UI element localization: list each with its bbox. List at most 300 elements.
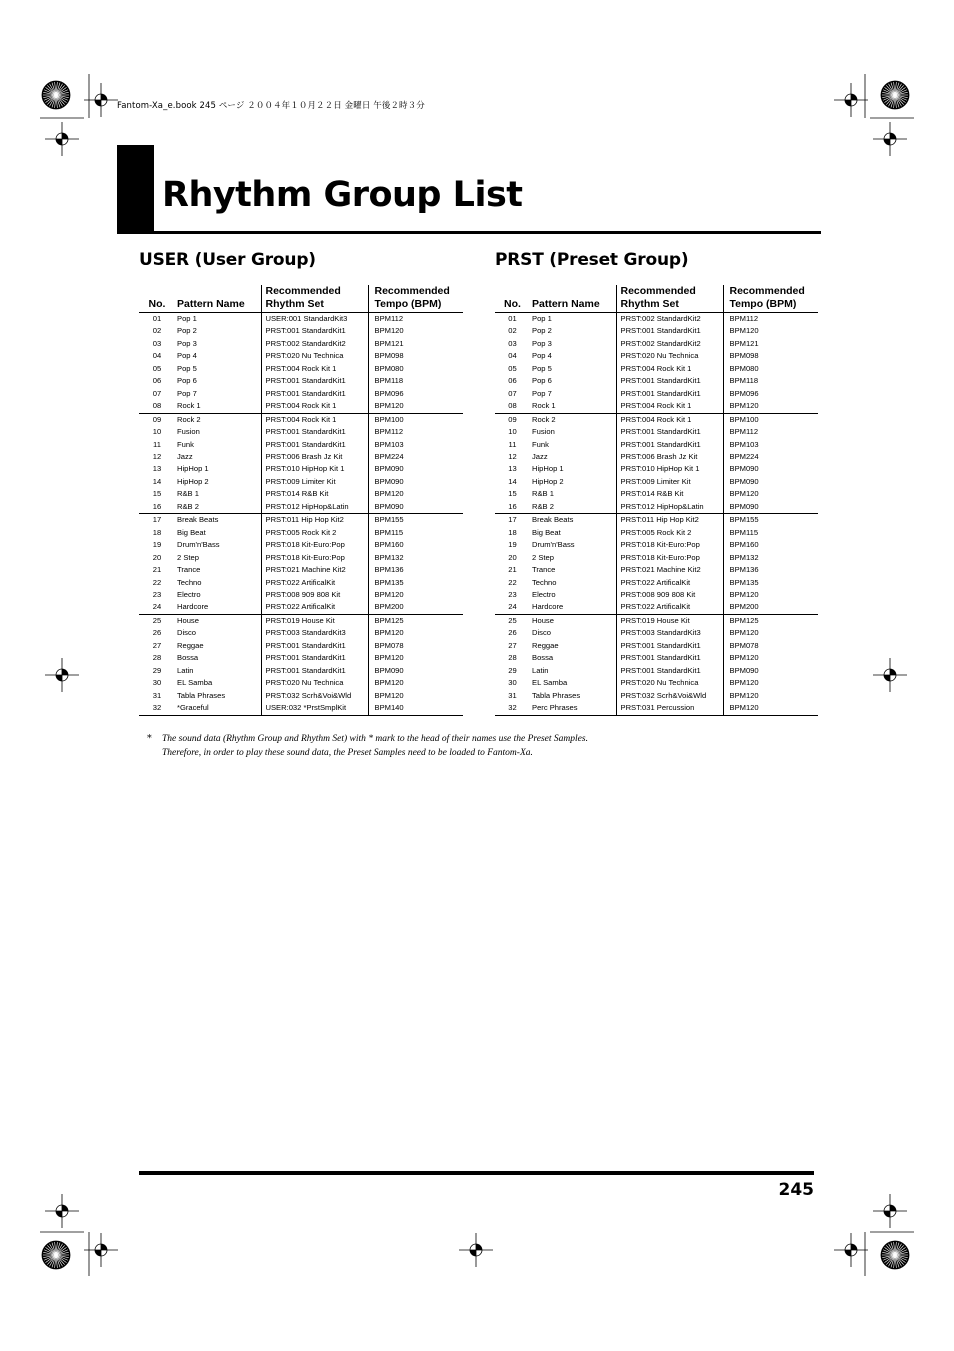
rhythm-set-cell: PRST:006 Brash Jz Kit: [261, 451, 368, 463]
row-number-cell: 28: [508, 653, 517, 663]
row-number-cell: 16: [495, 501, 530, 514]
pattern-name-cell: Rock 2: [532, 414, 556, 424]
tempo-cell: BPM200: [723, 601, 818, 614]
tempo-cell: BPM112: [368, 426, 463, 438]
pattern-name-cell: Pop 3: [532, 338, 552, 348]
pattern-name-cell: Trance: [177, 565, 201, 575]
row-number-cell: 25: [508, 615, 517, 625]
table-row: [139, 400, 463, 413]
tempo-cell: BPM090: [368, 665, 463, 677]
table-row: [495, 564, 818, 576]
rhythm-set-cell: PRST:004 Rock Kit 1: [616, 363, 723, 375]
rhythm-set-cell: USER:001 StandardKit3: [261, 313, 368, 326]
table-row: [139, 501, 463, 514]
pattern-name-cell: HipHop 2: [177, 476, 209, 486]
tempo-cell: BPM098: [368, 350, 463, 362]
pattern-name-cell: Perc Phrases: [530, 702, 616, 715]
tempo-cell: BPM103: [368, 439, 463, 451]
table-row: [495, 476, 818, 488]
pattern-name-cell: *Graceful: [175, 702, 261, 715]
rhythm-set-cell: PRST:022 ArtificalKit: [261, 577, 368, 589]
rhythm-set-cell: PRST:008 909 808 Kit: [261, 589, 368, 601]
col-pattern-header: Pattern Name: [175, 285, 261, 313]
pattern-name-cell: Funk: [532, 439, 549, 449]
row-number-cell: 17: [508, 515, 517, 525]
col-tempo-header: Recommended Tempo (BPM): [723, 285, 818, 313]
rhythm-set-cell: PRST:020 Nu Technica: [261, 677, 368, 689]
rhythm-set-cell: PRST:012 HipHop&Latin: [616, 501, 723, 514]
rhythm-set-cell: USER:032 *PrstSmplKit: [261, 702, 368, 715]
tempo-cell: BPM090: [368, 501, 463, 514]
pattern-name-cell: EL Samba: [532, 678, 568, 688]
table-header-row: [495, 285, 818, 313]
table-row: [139, 463, 463, 475]
tempo-cell: BPM112: [368, 313, 463, 326]
row-number-cell: 22: [508, 577, 517, 587]
tempo-cell: BPM155: [723, 514, 818, 527]
tempo-cell: BPM080: [368, 363, 463, 375]
table-row: [495, 388, 818, 400]
tempo-cell: BPM120: [723, 488, 818, 500]
row-number-cell: 15: [508, 489, 517, 499]
pattern-name-cell: Pop 5: [532, 363, 552, 373]
tempo-cell: BPM140: [368, 702, 463, 715]
pattern-name-cell: Drum'n'Bass: [177, 540, 220, 550]
tempo-cell: BPM090: [723, 463, 818, 475]
pattern-name-cell: Pop 1: [532, 314, 552, 323]
rhythm-set-cell: PRST:022 ArtificalKit: [616, 577, 723, 589]
pattern-name-cell: Pop 6: [177, 376, 197, 386]
table-row: [495, 375, 818, 387]
pattern-name-cell: Break Beats: [177, 515, 219, 525]
rhythm-set-cell: PRST:004 Rock Kit 1: [261, 400, 368, 413]
rhythm-set-cell: PRST:018 Kit-Euro:Pop: [261, 539, 368, 551]
rhythm-set-cell: PRST:001 StandardKit1: [261, 375, 368, 387]
tempo-cell: BPM090: [368, 476, 463, 488]
table-row: [495, 677, 818, 689]
pattern-name-cell: Disco: [177, 628, 196, 638]
table-row: [139, 313, 463, 326]
row-number-cell: 13: [152, 464, 162, 474]
tempo-cell: BPM155: [368, 514, 463, 527]
table-row: [139, 677, 463, 689]
pattern-name-cell: HipHop 1: [532, 464, 564, 474]
pattern-name-cell: Big Beat: [532, 527, 561, 537]
rhythm-set-cell: PRST:020 Nu Technica: [261, 350, 368, 362]
row-number-cell: 32: [139, 702, 175, 715]
table-row: [139, 476, 463, 488]
pattern-name-cell: Hardcore: [530, 601, 616, 614]
pattern-name-cell: Techno: [177, 577, 202, 587]
tempo-cell: BPM120: [368, 652, 463, 664]
table-row: [495, 527, 818, 539]
col-rhythm-set-header: Recommended Rhythm Set: [616, 285, 723, 313]
tempo-cell: BPM121: [723, 338, 818, 350]
rhythm-set-cell: PRST:001 StandardKit1: [261, 388, 368, 400]
rhythm-set-cell: PRST:001 StandardKit1: [616, 375, 723, 387]
pattern-name-cell: Pop 2: [177, 326, 197, 336]
rhythm-set-cell: PRST:001 StandardKit1: [261, 652, 368, 664]
user-group-heading: USER (User Group): [139, 250, 316, 270]
note-mark: *: [147, 733, 152, 744]
pattern-name-cell: Funk: [177, 439, 194, 449]
table-row: [139, 325, 463, 337]
tempo-cell: BPM090: [723, 476, 818, 488]
pattern-name-cell: Reggae: [532, 640, 559, 650]
rhythm-set-cell: PRST:003 StandardKit3: [261, 627, 368, 639]
pattern-name-cell: Tabla Phrases: [532, 690, 581, 700]
row-number-cell: 12: [152, 451, 162, 461]
tempo-cell: BPM120: [723, 677, 818, 689]
row-number-cell: 27: [508, 640, 517, 650]
table-row: [139, 451, 463, 463]
table-row: [139, 652, 463, 664]
rhythm-set-cell: PRST:022 ArtificalKit: [616, 601, 723, 614]
rhythm-set-cell: PRST:001 StandardKit1: [616, 426, 723, 438]
tempo-cell: BPM120: [723, 690, 818, 702]
pattern-name-cell: Break Beats: [532, 515, 574, 525]
rhythm-set-cell: PRST:011 Hip Hop Kit2: [616, 514, 723, 527]
rhythm-set-cell: PRST:019 House Kit: [616, 614, 723, 627]
rhythm-set-cell: PRST:005 Rock Kit 2: [616, 527, 723, 539]
table-row: [139, 350, 463, 362]
tempo-cell: BPM135: [368, 577, 463, 589]
pattern-name-cell: R&B 2: [530, 501, 616, 514]
pattern-name-cell: 2 Step: [532, 552, 554, 562]
table-row: [139, 413, 463, 426]
tempo-cell: BPM100: [723, 413, 818, 426]
tempo-cell: BPM120: [368, 400, 463, 413]
table-row: [495, 463, 818, 475]
row-number-cell: 24: [139, 601, 175, 614]
tempo-cell: BPM135: [723, 577, 818, 589]
rhythm-set-cell: PRST:005 Rock Kit 2: [261, 527, 368, 539]
tempo-cell: BPM118: [368, 375, 463, 387]
rhythm-set-cell: PRST:001 StandardKit1: [261, 325, 368, 337]
tempo-cell: BPM224: [723, 451, 818, 463]
pattern-name-cell: Electro: [177, 589, 201, 599]
col-tempo-header: Recommended Tempo (BPM): [368, 285, 463, 313]
tempo-cell: BPM132: [723, 552, 818, 564]
rhythm-set-cell: PRST:004 Rock Kit 1: [261, 363, 368, 375]
row-number-cell: 10: [508, 427, 517, 437]
row-number-cell: 20: [152, 552, 162, 562]
row-number-cell: 31: [152, 690, 162, 700]
tempo-cell: BPM120: [368, 677, 463, 689]
pattern-name-cell: Jazz: [177, 451, 193, 461]
rhythm-set-cell: PRST:002 StandardKit2: [616, 338, 723, 350]
tempo-cell: BPM160: [368, 539, 463, 551]
note-line-1: The sound data (Rhythm Group and Rhythm Set) with * mark to the head of their names use the Preset Samples.: [162, 734, 588, 744]
page-title: Rhythm Group List: [162, 175, 523, 215]
pattern-name-cell: Bossa: [532, 653, 554, 663]
tempo-cell: BPM120: [723, 589, 818, 601]
pattern-name-cell: Pop 2: [532, 326, 552, 336]
footer-rule: [139, 1171, 814, 1175]
tempo-cell: BPM120: [723, 652, 818, 664]
col-no-header: No.: [139, 285, 175, 313]
rhythm-set-cell: PRST:031 Percussion: [616, 702, 723, 715]
row-number-cell: 02: [508, 326, 517, 336]
tempo-cell: BPM078: [723, 640, 818, 652]
user-group-table: [139, 285, 463, 716]
row-number-cell: 18: [508, 527, 517, 537]
rhythm-set-cell: PRST:014 R&B Kit: [616, 488, 723, 500]
table-row: [139, 577, 463, 589]
tempo-cell: BPM115: [368, 527, 463, 539]
rhythm-set-cell: PRST:001 StandardKit1: [616, 325, 723, 337]
table-row: [139, 702, 463, 715]
row-number-cell: 21: [508, 565, 517, 575]
tempo-cell: BPM120: [723, 702, 818, 715]
col-pattern-header: Pattern Name: [530, 285, 616, 313]
rhythm-set-cell: PRST:002 StandardKit2: [616, 313, 723, 326]
row-number-cell: 15: [152, 489, 162, 499]
title-black-block: [117, 145, 154, 233]
col-no-header: No.: [495, 285, 530, 313]
table-row: [139, 564, 463, 576]
table-row: [139, 338, 463, 350]
tempo-cell: BPM120: [368, 325, 463, 337]
row-number-cell: 13: [508, 464, 517, 474]
table-row: [495, 325, 818, 337]
row-number-cell: 26: [508, 628, 517, 638]
table-row: [139, 426, 463, 438]
table-row: [495, 413, 818, 426]
row-number-cell: 23: [152, 589, 162, 599]
pattern-name-cell: Rock 1: [530, 400, 616, 413]
rhythm-set-cell: PRST:018 Kit-Euro:Pop: [616, 539, 723, 551]
tempo-cell: BPM090: [723, 501, 818, 514]
pattern-name-cell: Rock 1: [175, 400, 261, 413]
table-row: [495, 640, 818, 652]
table-row: [139, 690, 463, 702]
rhythm-set-cell: PRST:001 StandardKit1: [616, 652, 723, 664]
row-number-cell: 06: [152, 376, 162, 386]
tempo-cell: BPM100: [368, 413, 463, 426]
table-row: [139, 614, 463, 627]
pattern-name-cell: Pop 4: [532, 351, 552, 361]
row-number-cell: 03: [152, 338, 162, 348]
tempo-cell: BPM118: [723, 375, 818, 387]
row-number-cell: 12: [508, 451, 517, 461]
tempo-cell: BPM120: [368, 488, 463, 500]
table-row: [495, 702, 818, 715]
table-row: [139, 375, 463, 387]
tempo-cell: BPM121: [368, 338, 463, 350]
row-number-cell: 11: [153, 439, 161, 449]
pattern-name-cell: Fusion: [532, 427, 555, 437]
table-row: [495, 338, 818, 350]
row-number-cell: 19: [508, 540, 517, 550]
table-row: [495, 363, 818, 375]
pattern-name-cell: HipHop 2: [532, 476, 564, 486]
table-row: [495, 514, 818, 527]
table-row: [139, 539, 463, 551]
table-row: [495, 451, 818, 463]
row-number-cell: 01: [508, 314, 517, 323]
pattern-name-cell: House: [532, 615, 554, 625]
row-number-cell: 14: [152, 476, 162, 486]
title-underline: [117, 231, 821, 234]
rhythm-set-cell: PRST:022 ArtificalKit: [261, 601, 368, 614]
rhythm-set-cell: PRST:001 StandardKit1: [261, 439, 368, 451]
table-row: [495, 552, 818, 564]
row-number-cell: 19: [152, 540, 162, 550]
row-number-cell: 32: [495, 702, 530, 715]
tempo-cell: BPM224: [368, 451, 463, 463]
pattern-name-cell: Pop 7: [532, 388, 552, 398]
pattern-name-cell: Pop 6: [532, 376, 552, 386]
tempo-cell: BPM078: [368, 640, 463, 652]
table-row: [495, 601, 818, 614]
rhythm-set-cell: PRST:010 HipHop Kit 1: [616, 463, 723, 475]
pattern-name-cell: Bossa: [177, 653, 199, 663]
row-number-cell: 10: [152, 427, 162, 437]
tempo-cell: BPM200: [368, 601, 463, 614]
rhythm-set-cell: PRST:001 StandardKit1: [261, 665, 368, 677]
rhythm-set-cell: PRST:010 HipHop Kit 1: [261, 463, 368, 475]
tempo-cell: BPM136: [368, 564, 463, 576]
rhythm-set-cell: PRST:001 StandardKit1: [616, 640, 723, 652]
rhythm-set-cell: PRST:012 HipHop&Latin: [261, 501, 368, 514]
rhythm-set-cell: PRST:032 Scrh&Voi&Wld: [261, 690, 368, 702]
row-number-cell: 07: [152, 388, 162, 398]
pattern-name-cell: R&B 1: [177, 489, 199, 499]
rhythm-set-cell: PRST:009 Limiter Kit: [261, 476, 368, 488]
rhythm-set-cell: PRST:020 Nu Technica: [616, 350, 723, 362]
rhythm-set-cell: PRST:001 StandardKit1: [616, 439, 723, 451]
rhythm-set-cell: PRST:021 Machine Kit2: [261, 564, 368, 576]
pattern-name-cell: Trance: [532, 565, 556, 575]
table-row: [139, 388, 463, 400]
rhythm-set-cell: PRST:001 StandardKit1: [261, 426, 368, 438]
table-row: [495, 488, 818, 500]
table-row: [139, 514, 463, 527]
tempo-cell: BPM120: [368, 627, 463, 639]
pattern-name-cell: Electro: [532, 589, 556, 599]
tempo-cell: BPM090: [368, 463, 463, 475]
row-number-cell: 02: [152, 326, 162, 336]
tempo-cell: BPM098: [723, 350, 818, 362]
row-number-cell: 09: [152, 414, 162, 424]
pattern-name-cell: Jazz: [532, 451, 548, 461]
tempo-cell: BPM160: [723, 539, 818, 551]
row-number-cell: 03: [508, 338, 517, 348]
row-number-cell: 08: [495, 400, 530, 413]
table-row: [495, 652, 818, 664]
tempo-cell: BPM120: [723, 627, 818, 639]
pattern-name-cell: HipHop 1: [177, 464, 209, 474]
pattern-name-cell: Fusion: [177, 427, 200, 437]
table-row: [139, 601, 463, 614]
table-row: [139, 640, 463, 652]
row-number-cell: 24: [495, 601, 530, 614]
pattern-name-cell: Pop 5: [177, 363, 197, 373]
tempo-cell: BPM103: [723, 439, 818, 451]
rhythm-set-cell: PRST:002 StandardKit2: [261, 338, 368, 350]
tempo-cell: BPM125: [723, 614, 818, 627]
row-number-cell: 05: [152, 363, 162, 373]
tempo-cell: BPM132: [368, 552, 463, 564]
table-row: [495, 577, 818, 589]
pattern-name-cell: Drum'n'Bass: [532, 540, 575, 550]
pattern-name-cell: 2 Step: [177, 552, 199, 562]
row-number-cell: 14: [508, 476, 517, 486]
rhythm-set-cell: PRST:019 House Kit: [261, 614, 368, 627]
row-number-cell: 20: [508, 552, 517, 562]
pattern-name-cell: Tabla Phrases: [177, 690, 226, 700]
rhythm-set-cell: PRST:004 Rock Kit 1: [616, 400, 723, 413]
row-number-cell: 26: [152, 628, 162, 638]
tempo-cell: BPM112: [723, 313, 818, 326]
table-row: [495, 614, 818, 627]
pattern-name-cell: Pop 1: [177, 314, 197, 323]
rhythm-set-cell: PRST:032 Scrh&Voi&Wld: [616, 690, 723, 702]
rhythm-set-cell: PRST:001 StandardKit1: [261, 640, 368, 652]
row-number-cell: 18: [152, 527, 162, 537]
rhythm-set-cell: PRST:008 909 808 Kit: [616, 589, 723, 601]
pattern-name-cell: Big Beat: [177, 527, 206, 537]
print-header-line: Fantom-Xa_e.book 245 ページ ２００４年１０月２２日 金曜日 午後２時３分: [117, 101, 425, 111]
table-row: [495, 690, 818, 702]
row-number-cell: 23: [508, 589, 517, 599]
row-number-cell: 31: [508, 690, 517, 700]
pattern-name-cell: Pop 4: [177, 351, 197, 361]
row-number-cell: 07: [508, 388, 517, 398]
row-number-cell: 22: [152, 577, 162, 587]
table-row: [139, 527, 463, 539]
row-number-cell: 30: [508, 678, 517, 688]
row-number-cell: 30: [152, 678, 162, 688]
tempo-cell: BPM120: [368, 589, 463, 601]
row-number-cell: 27: [152, 640, 162, 650]
rhythm-set-cell: PRST:009 Limiter Kit: [616, 476, 723, 488]
rhythm-set-cell: PRST:004 Rock Kit 1: [261, 413, 368, 426]
table-row: [139, 488, 463, 500]
preset-group-heading: PRST (Preset Group): [495, 250, 689, 270]
tempo-cell: BPM120: [723, 400, 818, 413]
row-number-cell: 06: [508, 376, 517, 386]
row-number-cell: 11: [508, 439, 517, 449]
table-row: [495, 426, 818, 438]
table-row: [139, 665, 463, 677]
pattern-name-cell: R&B 2: [175, 501, 261, 514]
pattern-name-cell: Rock 2: [177, 414, 201, 424]
table-row: [139, 439, 463, 451]
tempo-cell: BPM136: [723, 564, 818, 576]
pattern-name-cell: R&B 1: [532, 489, 554, 499]
tempo-cell: BPM080: [723, 363, 818, 375]
row-number-cell: 28: [152, 653, 162, 663]
table-row: [495, 665, 818, 677]
rhythm-set-cell: PRST:021 Machine Kit2: [616, 564, 723, 576]
pattern-name-cell: Pop 3: [177, 338, 197, 348]
row-number-cell: 04: [152, 351, 162, 361]
table-row: [495, 539, 818, 551]
pattern-name-cell: Techno: [532, 577, 557, 587]
row-number-cell: 01: [152, 314, 162, 323]
pattern-name-cell: Reggae: [177, 640, 204, 650]
tempo-cell: BPM125: [368, 614, 463, 627]
table-header-row: [139, 285, 463, 313]
rhythm-set-cell: PRST:003 StandardKit3: [616, 627, 723, 639]
preset-group-table: [495, 285, 818, 716]
table-row: [139, 627, 463, 639]
tempo-cell: BPM112: [723, 426, 818, 438]
table-row: [495, 627, 818, 639]
table-row: [139, 589, 463, 601]
